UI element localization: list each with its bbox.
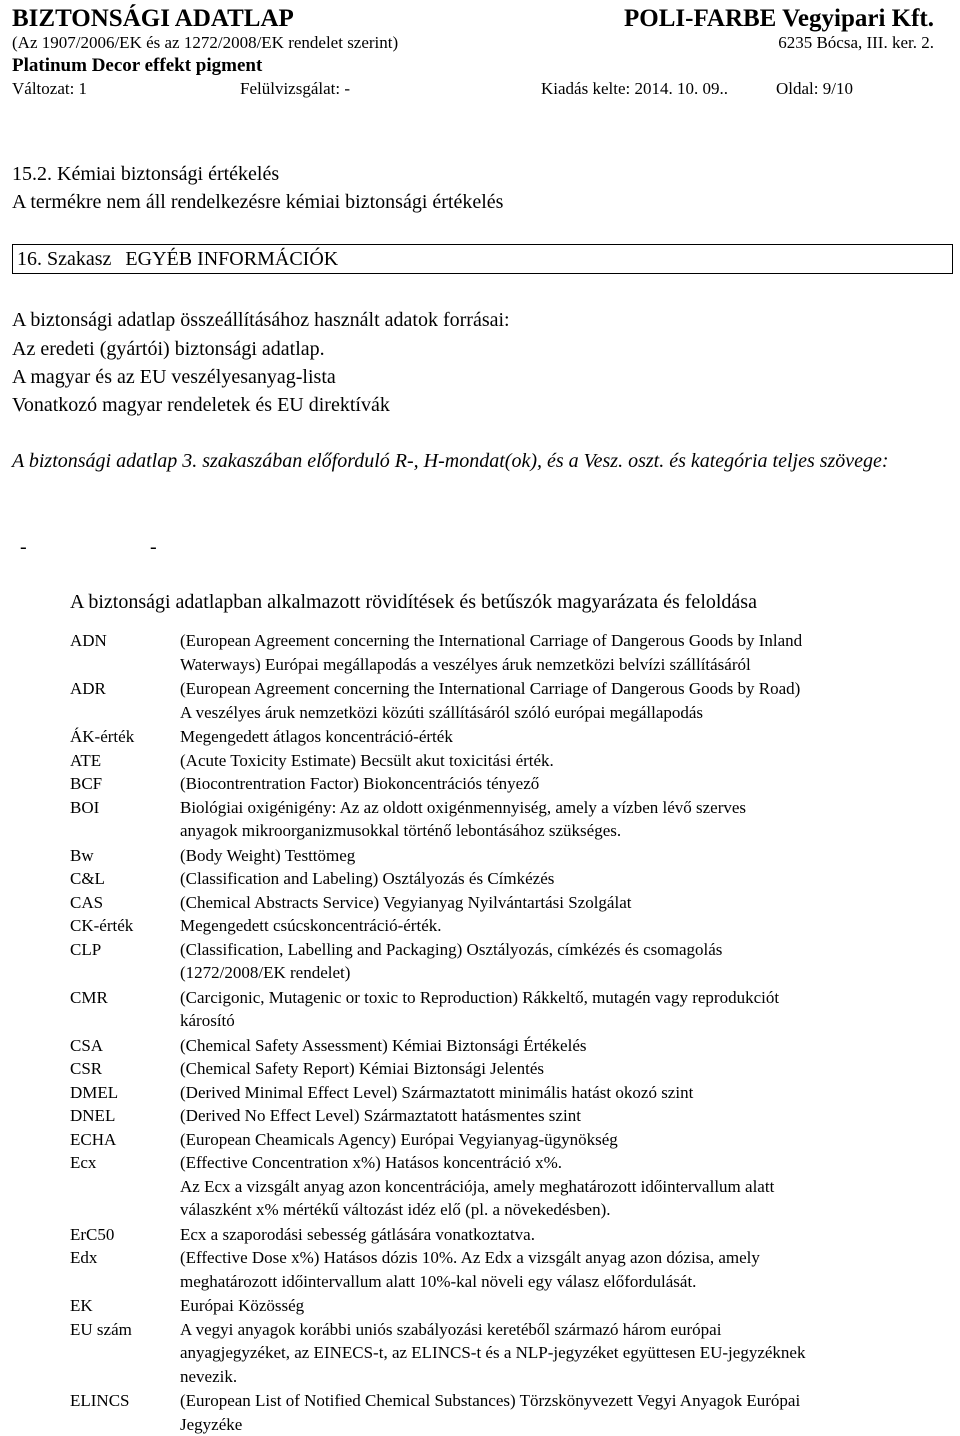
abbreviation-description [180, 938, 950, 985]
abbreviation-description [180, 749, 950, 773]
abbreviation-code: ErC50 [70, 1224, 115, 1244]
version: Változat: 1 [12, 79, 88, 98]
phrases-note: A biztonsági adatlap 3. szakaszában előforduló R-, H-mondat(ok), és a Vesz. oszt. és kategória teljes szövege: [12, 450, 889, 472]
abbreviations-title: A biztonsági adatlapban alkalmazott rövidítések és betűszók magyarázata és feloldása [70, 591, 757, 613]
abbreviation-description [180, 1151, 950, 1222]
abbreviation-code: DNEL [70, 1106, 116, 1125]
dash-left: - [20, 536, 27, 558]
sources-intro: A biztonsági adatlap összeállításához használt adatok forrásai: [12, 309, 510, 331]
abbreviation-description [180, 867, 950, 891]
abbreviation-code: ECHA [70, 1129, 117, 1149]
abbreviation-code: ADR [70, 679, 106, 698]
description-line: Megengedett csúcskoncentráció-érték. [180, 916, 442, 935]
dash-right: - [150, 536, 157, 558]
section-16-heading [12, 244, 953, 274]
abbreviation-code: Edx [70, 1248, 98, 1267]
abbreviation-code: Ecx [70, 1153, 97, 1172]
chem-safety-text: A termékre nem áll rendelkezésre kémiai biztonsági értékelés [12, 191, 504, 213]
description-line: (European Agreement concerning the International Carriage of Dangerous Goods by Inland [180, 631, 803, 650]
description-line: (Classification and Labeling) Osztályozás és Címkézés [180, 869, 555, 888]
source-item: A magyar és az EU veszélyesanyag-lista [12, 366, 336, 388]
description-line: Megengedett átlagos koncentráció-érték [180, 727, 453, 746]
description-line: (European Agreement concerning the International Carriage of Dangerous Goods by Road) [180, 679, 801, 698]
abbreviation-code: C&L [70, 869, 105, 888]
description-line: (Chemical Safety Report) Kémiai Biztonsági Jelentés [180, 1059, 544, 1078]
abbreviation-description [180, 1057, 950, 1081]
description-line: nevezik. [180, 1366, 238, 1386]
regulation-note: (Az 1907/2006/EK és az 1272/2008/EK rendelet szerint) [12, 33, 399, 52]
abbreviation-description [180, 677, 950, 724]
abbreviation-code: DMEL [70, 1082, 119, 1102]
description-line: (Acute Toxicity Estimate) Becsült akut toxicitási érték. [180, 750, 554, 770]
source-item: Az eredeti (gyártói) biztonsági adatlap. [12, 338, 325, 360]
issue-date: Kiadás kelte: 2014. 10. 09.. [541, 79, 728, 98]
abbreviation-description [180, 1104, 950, 1128]
product-name: Platinum Decor effekt pigment [12, 55, 263, 76]
company-name: POLI-FARBE Vegyipari Kft. [624, 5, 934, 32]
abbreviation-description [180, 772, 950, 796]
abbreviation-code: Bw [70, 845, 94, 865]
description-line: Biológiai oxigénigény: Az az oldott oxigénmennyiség, amely a vízben lévő szerves [180, 797, 747, 817]
abbreviation-code: CSA [70, 1035, 104, 1055]
description-line: (Chemical Safety Assessment) Kémiai Biztonsági Értékelés [180, 1035, 587, 1055]
source-item: Vonatkozó magyar rendeletek és EU direktívák [12, 394, 390, 416]
abbreviation-code: EK [70, 1296, 93, 1315]
abbreviation-code: ATE [70, 750, 102, 770]
abbreviation-code: BOI [70, 797, 100, 817]
abbreviation-code: ELINCS [70, 1391, 130, 1410]
abbreviation-description [180, 629, 950, 676]
abbreviation-description [180, 1034, 950, 1058]
abbreviation-description [180, 1128, 950, 1152]
description-line: Jegyzéke [180, 1414, 243, 1434]
page-number: Oldal: 9/10 [776, 79, 853, 98]
description-line: (Classification, Labelling and Packaging) Osztályozás, címkézés és csomagolás [180, 939, 723, 959]
description-line: (European List of Notified Chemical Substances) Törzskönyvezett Vegyi Anyagok Európai [180, 1391, 801, 1410]
abbreviation-description [180, 986, 950, 1033]
description-line: (European Cheamicals Agency) Európai Vegyianyag-ügynökség [180, 1129, 618, 1149]
description-line: A vegyi anyagok korábbi uniós szabályozási keretéből származó három európai [180, 1319, 722, 1339]
description-line: anyagok mikroorganizmusokkal történő lebontásához szükséges. [180, 821, 622, 840]
abbreviation-code: ÁK-érték [70, 727, 135, 746]
version-row [12, 77, 934, 101]
abbreviation-description [180, 891, 950, 915]
description-line: Az Ecx a vizsgált anyag azon koncentrációja, amely meghatározott időintervallum alatt [180, 1176, 775, 1196]
abbreviation-code: BCF [70, 774, 103, 793]
description-line: (Derived Minimal Effect Level) Származtatott minimális hatást okozó szint [180, 1082, 694, 1102]
description-line: Ecx a szaporodási sebesség gátlására vonatkoztatva. [180, 1224, 535, 1244]
description-line: (Body Weight) Testtömeg [180, 845, 356, 865]
abbreviation-description [180, 1294, 950, 1318]
description-line: Waterways) Európai megállapodás a veszélyes áruk nemzetközi belvízi szállításáról [180, 654, 751, 674]
description-line: A veszélyes áruk nemzetközi közúti szállításáról szóló európai megállapodás [180, 702, 704, 722]
abbreviation-code: ADN [70, 631, 107, 650]
abbreviation-code: EU szám [70, 1319, 132, 1339]
description-line: (Biocontrentration Factor) Biokoncentrációs tényező [180, 774, 540, 793]
chem-safety-heading: 15.2. Kémiai biztonsági értékelés [12, 163, 280, 185]
abbreviation-code: CLP [70, 939, 102, 959]
abbreviation-description [180, 725, 950, 749]
document-header [12, 4, 934, 101]
abbreviation-description [180, 1246, 950, 1293]
abbreviation-code: CSR [70, 1059, 103, 1078]
description-line: (Effective Dose x%) Hatásos dózis 10%. Az Edx a vizsgált anyag azon dózisa, amely [180, 1248, 760, 1267]
description-line: anyagjegyzéket, az EINECS-t, az ELINCS-t és a NLP-jegyzéket együttesen EU-jegyzéknek [180, 1343, 806, 1362]
section-number: 16. Szakasz [17, 248, 112, 270]
description-line: (Effective Concentration x%) Hatásos koncentráció x%. [180, 1153, 563, 1172]
abbreviation-description [180, 796, 950, 843]
abbreviation-description [180, 1389, 950, 1436]
description-line: (Carcigonic, Mutagenic or toxic to Reproduction) Rákkeltő, mutagén vagy reprodukciót [180, 987, 780, 1007]
description-line: károsító [180, 1011, 235, 1030]
description-line: (Chemical Abstracts Service) Vegyianyag Nyilvántartási Szolgálat [180, 892, 632, 912]
abbreviation-code: CMR [70, 987, 108, 1007]
document-title: BIZTONSÁGI ADATLAP [12, 5, 294, 32]
abbreviation-description [180, 1223, 950, 1247]
company-address: 6235 Bócsa, III. ker. 2. [778, 33, 934, 52]
abbreviation-description [180, 1081, 950, 1105]
description-line: Európai Közösség [180, 1296, 305, 1315]
description-line: (Derived No Effect Level) Származtatott hatásmentes szint [180, 1106, 581, 1125]
review: Felülvizsgálat: - [240, 79, 351, 98]
description-line: (1272/2008/EK rendelet) [180, 963, 351, 982]
abbreviation-description [180, 1318, 950, 1389]
abbreviation-code: CAS [70, 892, 104, 912]
description-line: meghatározott időintervallum alatt 10%-kal növeli egy válasz előfordulását. [180, 1271, 697, 1291]
abbreviation-description [180, 914, 950, 938]
abbreviation-description [180, 844, 950, 868]
description-line: válaszként x% mértékű változást idéz elő (pl. a növekedésben). [180, 1200, 611, 1219]
section-title: EGYÉB INFORMÁCIÓK [125, 248, 339, 270]
abbreviation-code: CK-érték [70, 916, 134, 935]
